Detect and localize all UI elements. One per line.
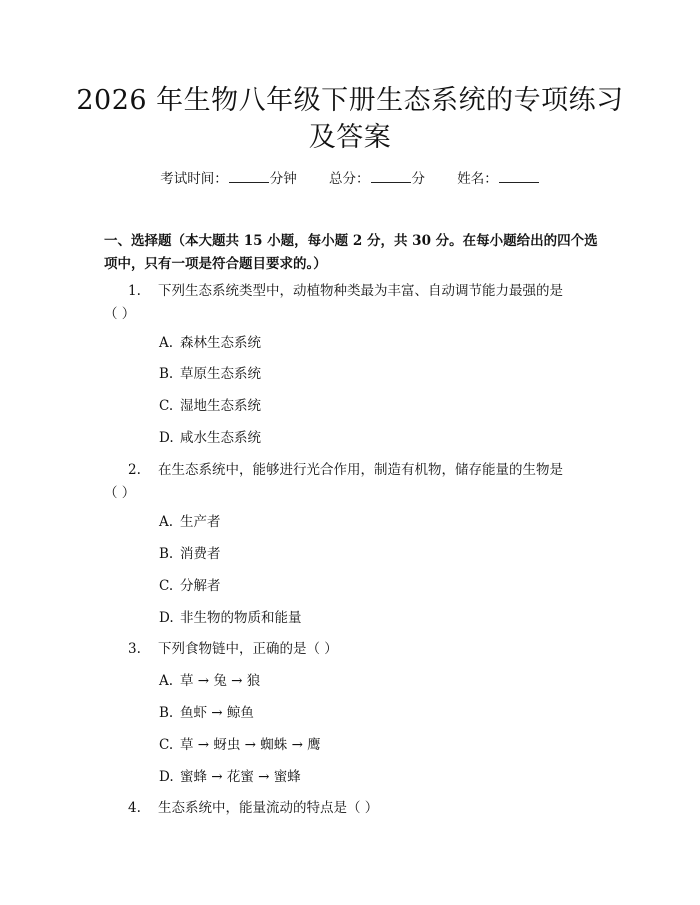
score-label: 总分： bbox=[329, 171, 370, 187]
exam-time bbox=[160, 168, 297, 189]
question-number: 4. bbox=[128, 800, 141, 816]
option-2c[interactable] bbox=[159, 576, 221, 596]
exam-meta bbox=[0, 168, 700, 189]
option-text: 咸水生态系统 bbox=[180, 430, 261, 446]
option-letter: C. bbox=[159, 737, 174, 753]
option-text: 消费者 bbox=[180, 546, 221, 562]
option-text: 森林生态系统 bbox=[180, 335, 261, 351]
option-text: 草 → 蚜虫 → 蜘蛛 → 鹰 bbox=[180, 737, 321, 753]
option-letter: B. bbox=[159, 366, 174, 382]
option-letter: D. bbox=[159, 610, 174, 626]
question-text: 在生态系统中，能够进行光合作用，制造有机物，储存能量的生物是 bbox=[158, 462, 563, 478]
option-text: 草 → 兔 → 狼 bbox=[180, 673, 261, 689]
answer-paren: （ ） bbox=[104, 485, 136, 501]
question-3 bbox=[104, 638, 604, 661]
question-number: 2. bbox=[128, 462, 141, 478]
option-2a[interactable] bbox=[159, 512, 221, 532]
option-3d[interactable] bbox=[159, 767, 301, 787]
option-letter: A. bbox=[159, 673, 174, 689]
option-letter: A. bbox=[159, 335, 174, 351]
option-2b[interactable] bbox=[159, 544, 221, 564]
option-1a[interactable] bbox=[159, 333, 261, 353]
option-text: 蜜蜂 → 花蜜 → 蜜蜂 bbox=[180, 769, 301, 785]
question-number: 3. bbox=[128, 641, 141, 657]
name-blank[interactable] bbox=[499, 168, 539, 183]
time-blank[interactable] bbox=[229, 168, 269, 183]
question-text: 生态系统中，能量流动的特点是（ ） bbox=[158, 800, 379, 816]
section-heading-line-2: 项中，只有一项是符合题目要求的。） bbox=[104, 256, 327, 272]
option-letter: C. bbox=[159, 578, 174, 594]
page-title-line-2: 及答案 bbox=[308, 122, 392, 153]
option-text: 非生物的物质和能量 bbox=[180, 610, 302, 626]
question-1 bbox=[104, 280, 604, 326]
question-text: 下列生态系统类型中，动植物种类最为丰富、自动调节能力最强的是 bbox=[158, 283, 563, 299]
option-letter: D. bbox=[159, 430, 174, 446]
name-label: 姓名： bbox=[457, 171, 498, 187]
section-heading-line-1: 一、选择题（本大题共 15 小题，每小题 2 分，共 30 分。在每小题给出的四个选 bbox=[104, 233, 598, 249]
question-text: 下列食物链中，正确的是（ ） bbox=[158, 641, 338, 657]
option-1c[interactable] bbox=[159, 396, 261, 416]
option-text: 分解者 bbox=[180, 578, 221, 594]
time-unit: 分钟 bbox=[269, 171, 297, 187]
student-name bbox=[457, 168, 540, 189]
answer-paren: （ ） bbox=[104, 306, 136, 322]
option-letter: D. bbox=[159, 769, 174, 785]
section-heading bbox=[104, 230, 604, 276]
time-label: 考试时间： bbox=[160, 171, 228, 187]
option-text: 湿地生态系统 bbox=[180, 398, 261, 414]
option-2d[interactable] bbox=[159, 608, 302, 628]
question-number: 1. bbox=[128, 283, 141, 299]
option-letter: B. bbox=[159, 546, 174, 562]
option-1b[interactable] bbox=[159, 364, 261, 384]
option-1d[interactable] bbox=[159, 428, 261, 448]
option-3b[interactable] bbox=[159, 703, 254, 723]
option-letter: B. bbox=[159, 705, 174, 721]
option-3a[interactable] bbox=[159, 671, 260, 691]
score-unit: 分 bbox=[411, 171, 425, 187]
question-2 bbox=[104, 459, 604, 505]
option-letter: A. bbox=[159, 514, 174, 530]
score-blank[interactable] bbox=[371, 168, 411, 183]
page-title-line-1: 2026 年生物八年级下册生态系统的专项练习 bbox=[76, 85, 624, 116]
option-text: 草原生态系统 bbox=[180, 366, 261, 382]
option-text: 生产者 bbox=[180, 514, 221, 530]
option-text: 鱼虾 → 鲸鱼 bbox=[180, 705, 254, 721]
option-3c[interactable] bbox=[159, 735, 321, 755]
option-letter: C. bbox=[159, 398, 174, 414]
total-score bbox=[329, 168, 425, 189]
question-4 bbox=[104, 797, 604, 820]
